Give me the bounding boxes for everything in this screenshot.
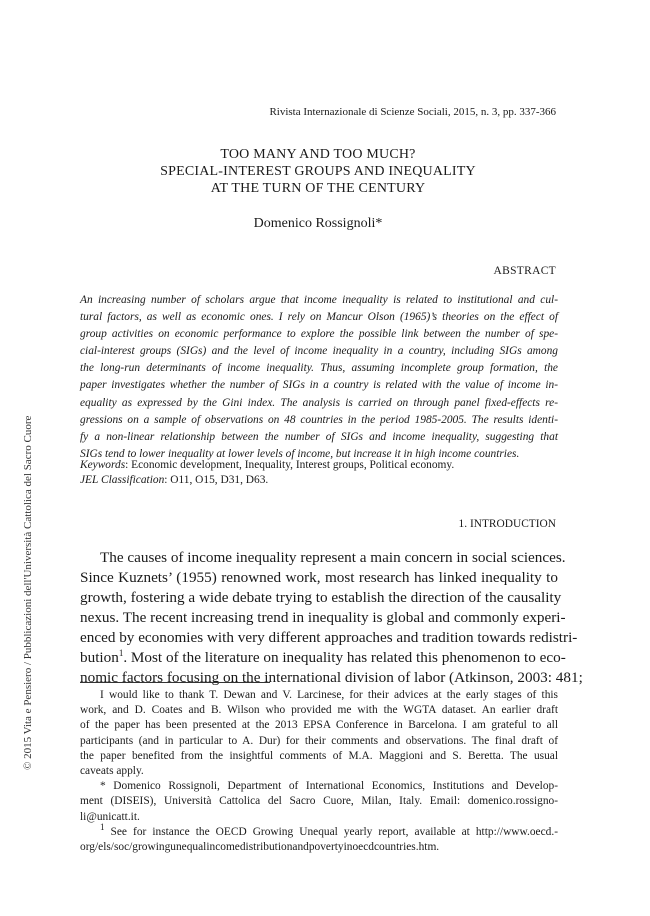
title-line: AT THE TURN OF THE CENTURY — [210, 181, 426, 196]
body-line: enced by economies with very different approaches and tradition towards redistri- — [80, 629, 578, 646]
abstract-line: paper investigates whether the number of SIGs in a country is related with the value of income in- — [80, 379, 558, 392]
body-line — [80, 647, 566, 668]
footnote-line: org/els/soc/growingunequalincomedistributionandpovertyinoecdcountries.htm. — [80, 841, 440, 854]
footnote-line: I would like to thank T. Dewan and V. Larcinese, for their advices at the early stages of this — [100, 689, 558, 701]
keywords-label: Keywords — [80, 459, 126, 471]
keywords-block — [80, 458, 556, 488]
abstract-line: An increasing number of scholars argue that income inequality is related to institutional and cul- — [80, 294, 558, 306]
footnote-line: * Domenico Rossignoli, Department of International Economics, Institutions and Develop- — [100, 780, 558, 793]
jel-line — [80, 473, 556, 488]
keywords-line — [80, 458, 556, 473]
footnote-line — [80, 822, 558, 840]
abstract-line: SIGs tend to lower inequality at lower levels of income, but increase it in high income countries. — [80, 447, 520, 460]
footnote-text: See for instance the OECD Growing Unequal yearly report, available at http://www.oecd.- — [104, 825, 558, 838]
body-line-start: bution — [80, 649, 119, 666]
body-line: nomic factors focusing on the international division of labor (Atkinson, 2003: 481; — [80, 669, 583, 686]
footnotes — [80, 688, 558, 855]
footnote-line: of the paper has been presented at the 2013 EPSA Conference in Barcelona. I am grateful to all — [80, 719, 558, 732]
abstract-line: the long-run determinants of income inequality. Thus, assuming incomplete group formation, the — [80, 362, 558, 375]
abstract-line: group activities on economic performance to explore the possible link between the number of spe- — [80, 328, 558, 341]
abstract-heading: ABSTRACT — [493, 265, 556, 277]
footnote-ref-1[interactable]: 1 — [118, 647, 124, 658]
jel-text: : O11, O15, D31, D63. — [164, 474, 269, 486]
footnote-marker: 1 — [100, 822, 105, 833]
body-line: growth, fostering a wide debate trying to establish the direction of the causality — [80, 589, 562, 606]
footnote-line: work, and D. Coates and B. Wilson who provided me with the WGTA dataset. An earlier draft — [80, 704, 558, 717]
abstract-line: cial-interest groups (SIGs) and the level of income inequality in a country, including SIGs among — [80, 345, 558, 358]
jel-label: JEL Classification — [80, 474, 165, 486]
abstract-line: tural factors, as well as economic ones. I rely on Mancur Olson (1965)’s theories on the effect of — [80, 311, 558, 324]
journal-reference: Rivista Internazionale di Scienze Sociali, 2015, n. 3, pp. 337-366 — [269, 106, 556, 118]
copyright-sidebar: © 2015 Vita e Pensiero / Pubblicazioni dell'Università Cattolica del Sacro Cuore — [22, 415, 34, 770]
author-name: Domenico Rossignoli* — [253, 216, 383, 231]
paper-title — [80, 146, 556, 197]
abstract-line: equality as expressed by the Gini index. The analysis is carried on through panel fixed-effects re- — [80, 396, 558, 409]
footnote-line: the paper benefited from the insightful comments of M.A. Maggioni and S. Beretta. The usual — [80, 749, 558, 762]
abstract-line: fy a non-linear relationship between the number of SIGs and income inequality, suggesting that — [80, 430, 558, 443]
footnote-line: li@unicatt.it. — [80, 810, 140, 823]
body-line: The causes of income inequality represent a main concern in social sciences. — [100, 549, 566, 566]
footnote-line: caveats apply. — [80, 765, 144, 778]
keywords-text: : Economic development, Inequality, Interest groups, Political economy. — [125, 459, 455, 471]
abstract-text — [80, 292, 558, 463]
section-heading: 1. INTRODUCTION — [458, 518, 556, 530]
body-line: Since Kuznets’ (1955) renowned work, most research has linked inequality to — [80, 569, 558, 586]
footnote-separator — [80, 682, 270, 683]
body-line: nexus. The recent increasing trend in inequality is global and commonly experi- — [80, 609, 566, 626]
title-line: SPECIAL-INTEREST GROUPS AND INEQUALITY — [160, 164, 476, 179]
body-text — [80, 548, 583, 688]
footnote-line: ment (DISEIS), Università Cattolica del Sacro Cuore, Milan, Italy. Email: domenico.rossigno- — [80, 795, 558, 808]
body-line-end: . Most of the literature on inequality has related this phenomenon to eco- — [123, 649, 566, 666]
footnote-line: participants (and in particular to A. Dur) for their comments and observations. The final draft of — [80, 734, 558, 747]
title-line: TOO MANY AND TOO MUCH? — [220, 147, 416, 162]
abstract-line: gressions on a sample of observations on 48 countries in the period 1985-2005. The results identi- — [80, 413, 558, 426]
